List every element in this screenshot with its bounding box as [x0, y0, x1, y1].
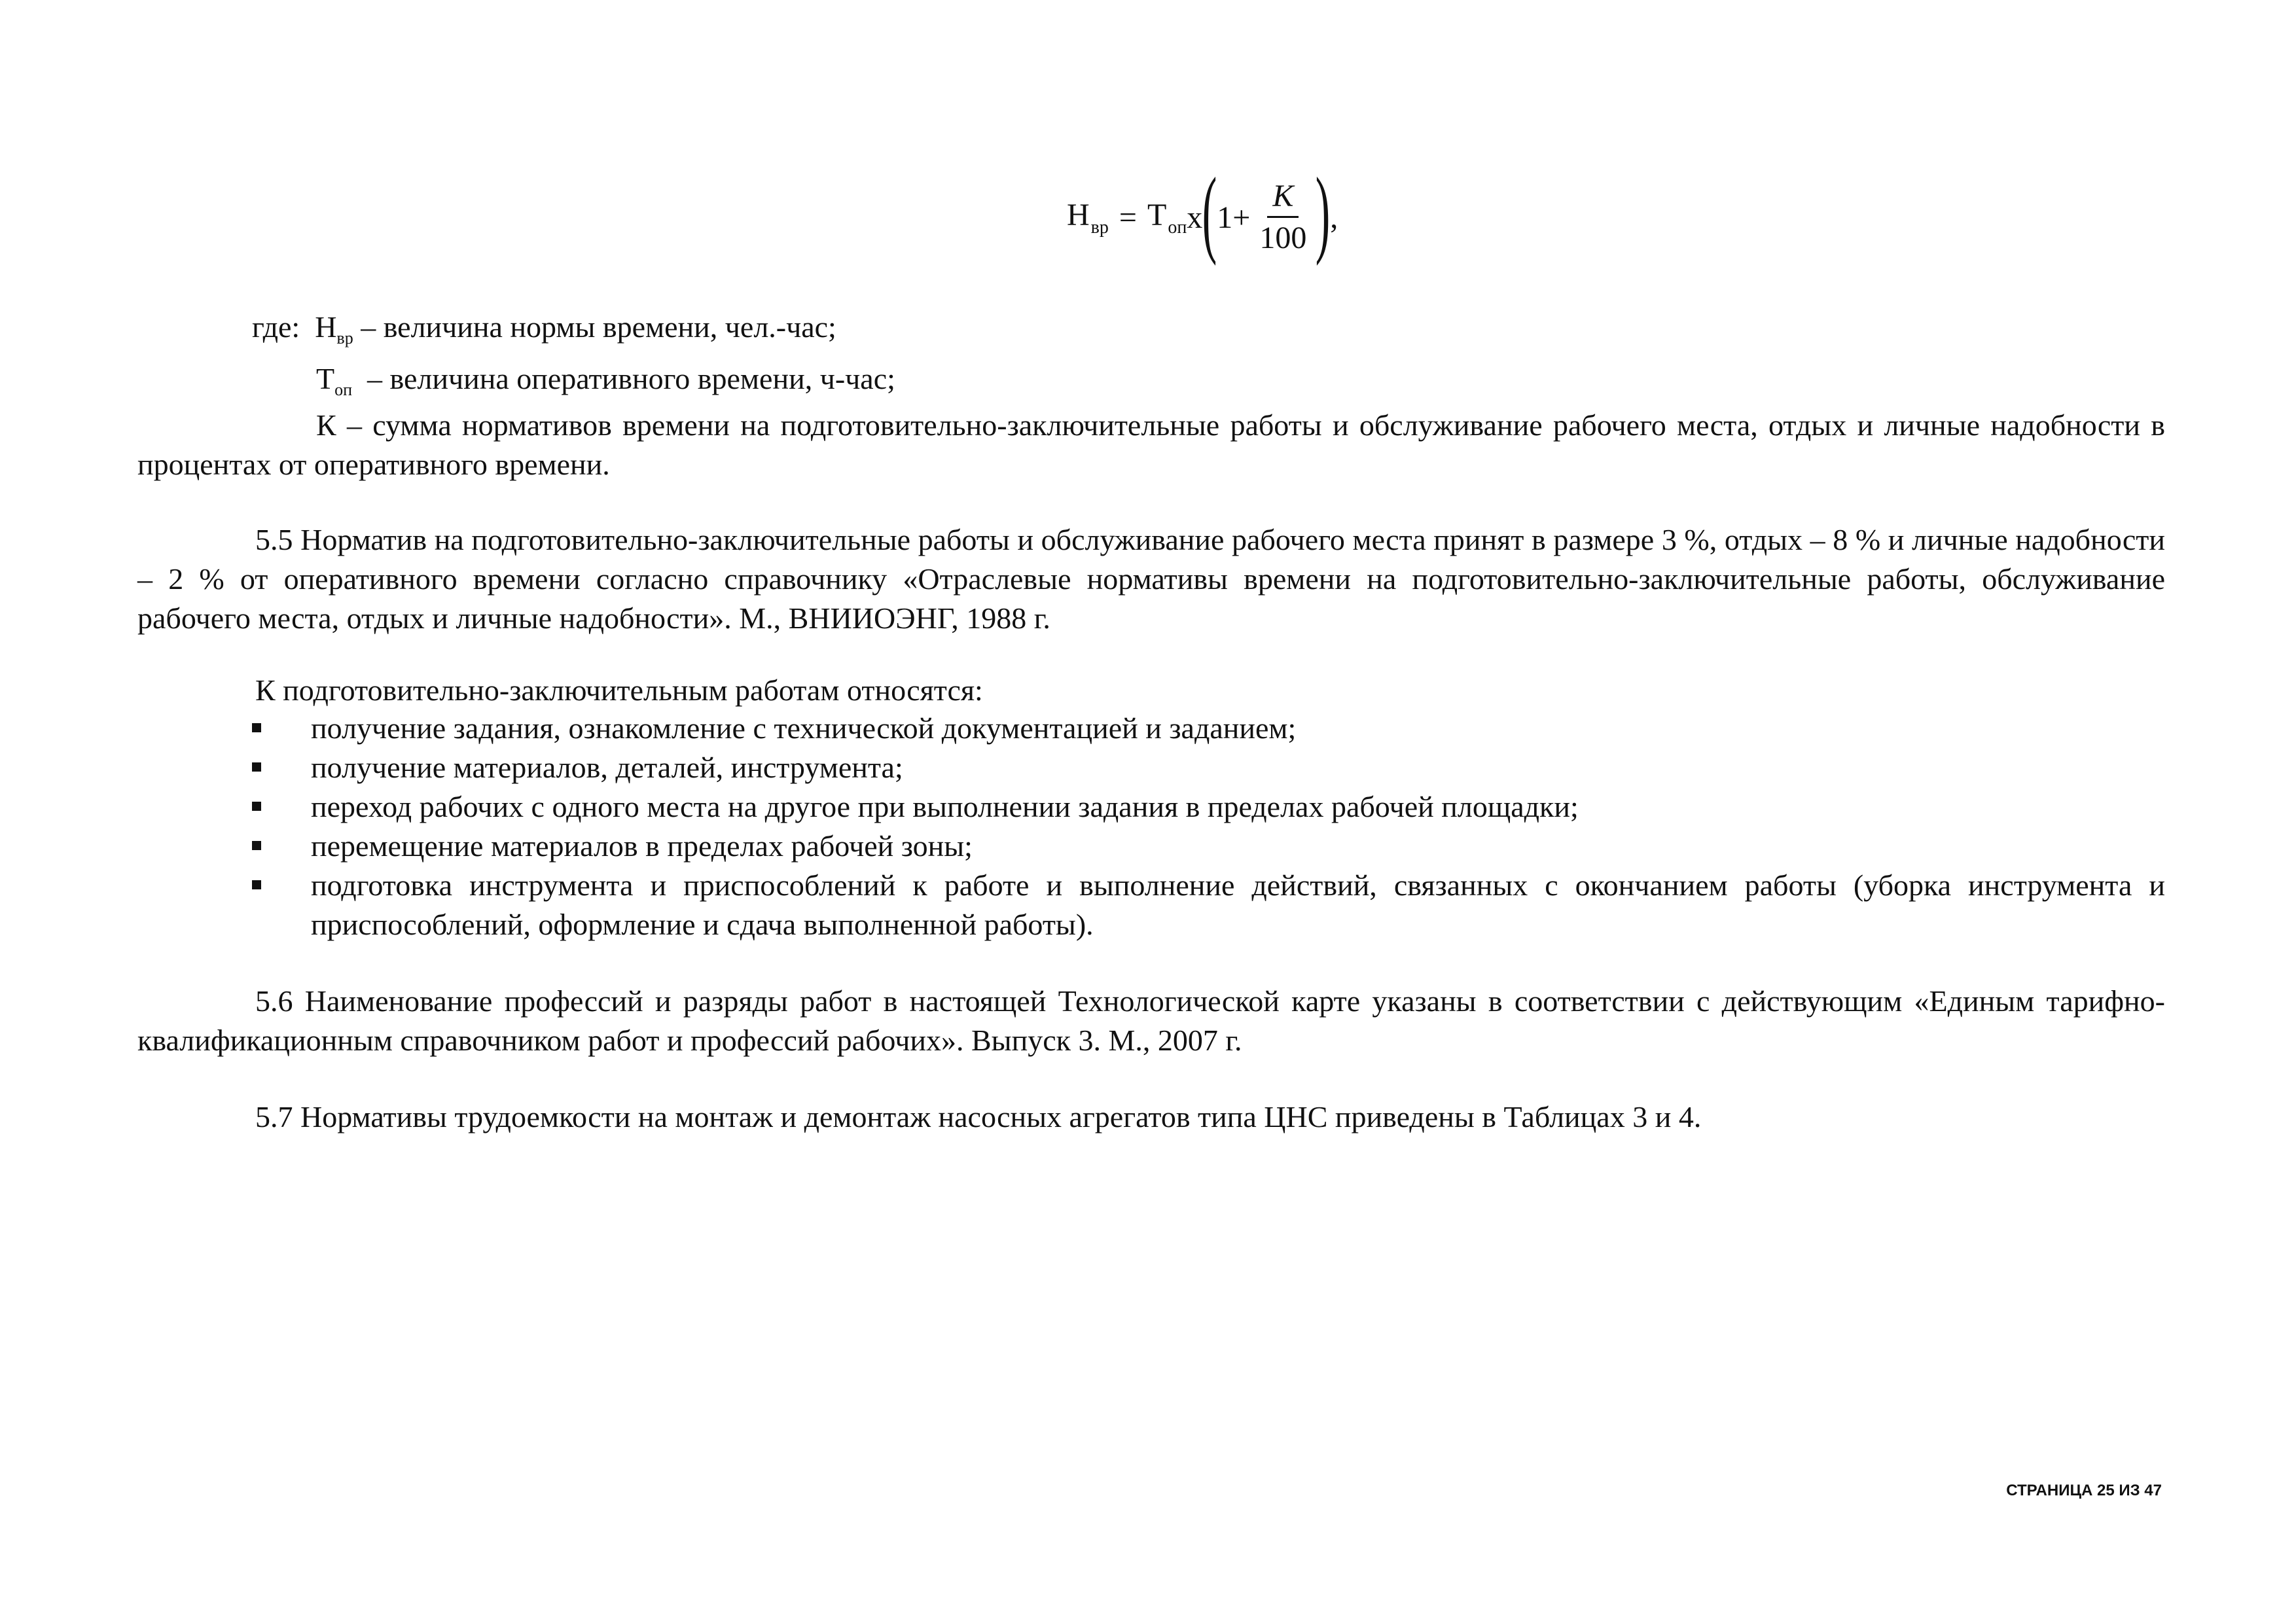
- definition-k: К – сумма нормативов времени на подготовительно-заключительные работы и обслуживание рабочего места, отдых и личные надобности в процентах от оперативного времени.: [137, 408, 2165, 481]
- bullet-square-icon: [252, 880, 261, 889]
- list-item: получение задания, ознакомление с технической документацией и заданием;: [252, 709, 2165, 748]
- formula-fraction: [1254, 180, 1312, 255]
- definition-h: где: $Н_{вр}$ – величина нормы времени, чел.-час;: [252, 310, 836, 348]
- formula-one-plus: 1+: [1217, 200, 1251, 235]
- paragraph-5-5: 5.5 Норматив на подготовительно-заключительные работы и обслуживание рабочего места принят в размере 3 %, отдых – 8 % и личные надобности – 2 % от оперативного времени согласно справочнику «Отраслевые нормативы времени на подготовительно-заключительные работы, обслуживание рабочего места, отдых и личные надобности». М., ВНИИОЭНГ, 1988 г.: [137, 523, 2165, 635]
- list-item: переход рабочих с одного места на другое при выполнении задания в пределах рабочей площадки;: [252, 787, 2165, 827]
- bullet-square-icon: [252, 762, 261, 772]
- list-item: получение материалов, деталей, инструмента;: [252, 748, 2165, 787]
- formula-t: $Т_{оп}$: [1147, 197, 1187, 238]
- time-norm-formula: [1067, 158, 1338, 266]
- prep-work-list: [252, 709, 2165, 944]
- paragraph-5-6: 5.6 Наименование профессий и разряды работ в настоящей Технологической карте указаны в соответствии с действующим «Единым тарифно-квалификационным справочником работ и профессий рабочих». Выпуск 3. М., 2007 г.: [137, 984, 2165, 1057]
- formula-times: x: [1187, 200, 1203, 235]
- bullet-square-icon: [252, 802, 261, 811]
- prep-intro: К подготовительно-заключительным работам относятся:: [255, 673, 983, 707]
- formula-left-paren: (: [1202, 158, 1217, 266]
- formula-lhs: $Н_{вр}$: [1067, 197, 1109, 238]
- formula-numerator: K: [1267, 180, 1299, 217]
- page-number: СТРАНИЦА 25 ИЗ 47: [2006, 1482, 2162, 1499]
- paragraph-5-7: 5.7 Нормативы трудоемкости на монтаж и демонтаж насосных агрегатов типа ЦНС приведены в Таблицах 3 и 4.: [255, 1100, 1702, 1133]
- bullet-square-icon: [252, 841, 261, 850]
- formula-equals: =: [1119, 200, 1137, 235]
- bullet-square-icon: [252, 723, 261, 732]
- formula-right-paren: ): [1316, 158, 1331, 266]
- definition-t: $Т_{оп}$ – величина оперативного времени, ч-час;: [316, 362, 895, 399]
- list-item: подготовка инструмента и приспособлений к работе и выполнение действий, связанных с окончанием работы (уборка инструмента и приспособлений, оформление и сдача выполненной работы).: [252, 866, 2165, 944]
- formula-denominator: 100: [1259, 220, 1307, 255]
- formula-tail: ,: [1330, 200, 1338, 235]
- list-item: перемещение материалов в пределах рабочей зоны;: [252, 827, 2165, 866]
